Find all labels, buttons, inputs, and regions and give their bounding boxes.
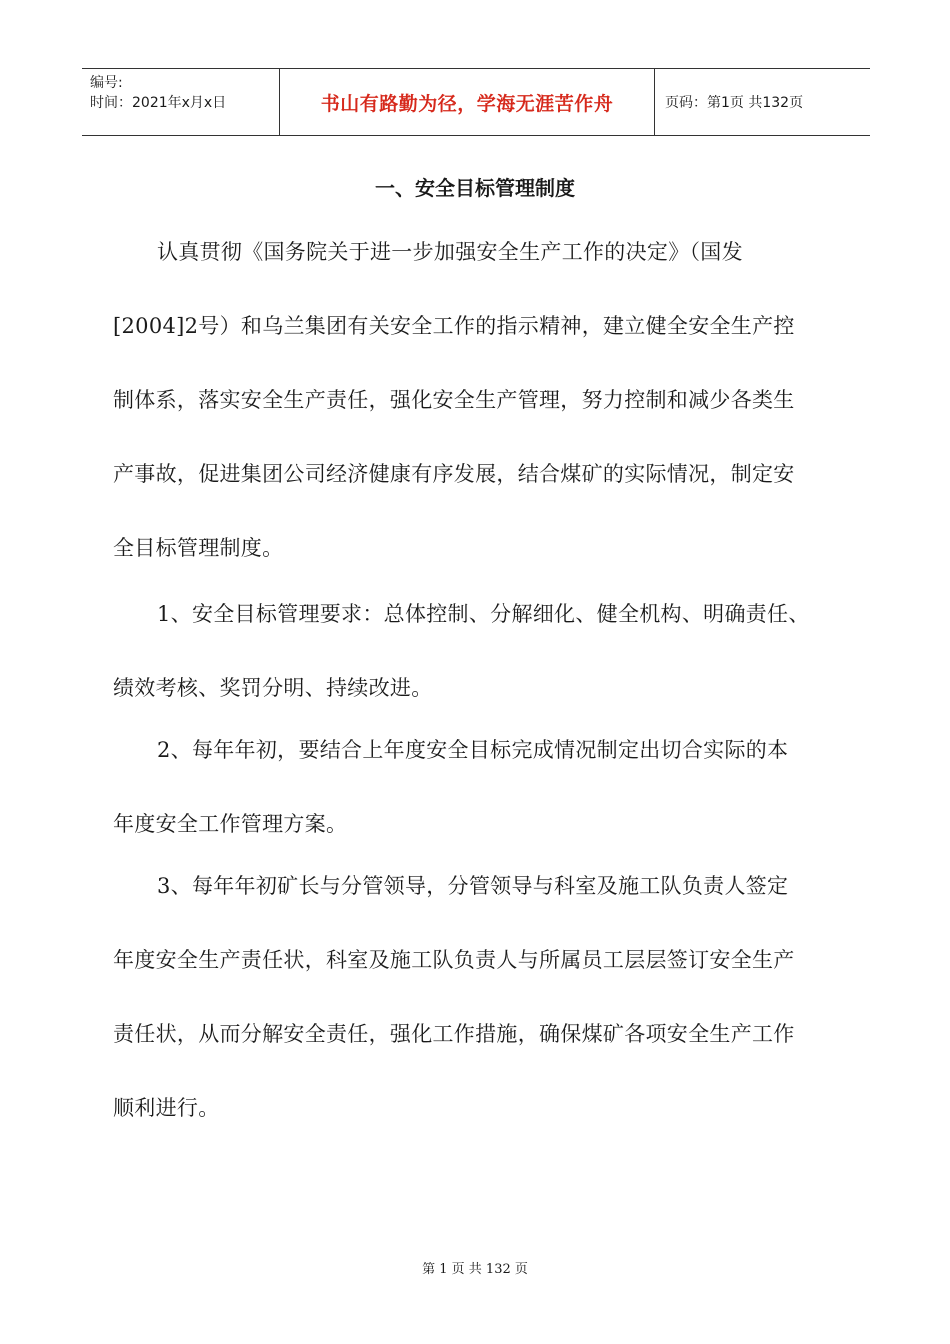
body-line: 认真贯彻《国务院关于进一步加强安全生产工作的决定》（国发: [157, 240, 743, 264]
body-line: 年度安全生产责任状，科室及施工队负责人与所属员工层层签订安全生产: [113, 948, 795, 972]
document-number-label: 编号:: [90, 75, 123, 91]
body-line: 1、安全目标管理要求：总体控制、分解细化、健全机构、明确责任、: [157, 602, 810, 626]
body-line: [2004]2号）和乌兰集团有关安全工作的指示精神，建立健全安全生产控: [113, 314, 795, 338]
document-header: [82, 68, 870, 136]
section-title: 一、安全目标管理制度: [375, 176, 575, 200]
page-footer: 第 1 页 共 132 页: [422, 1262, 528, 1277]
body-line: 2、每年年初，要结合上年度安全目标完成情况制定出切合实际的本: [157, 738, 789, 762]
body-line: 制体系，落实安全生产责任，强化安全生产管理，努力控制和减少各类生: [113, 388, 795, 412]
body-line: 年度安全工作管理方案。: [113, 812, 348, 836]
body-line: 责任状，从而分解安全责任，强化工作措施，确保煤矿各项安全生产工作: [113, 1022, 795, 1046]
document-date-label: 时间：2021年x月x日: [90, 95, 227, 111]
header-page-info: 页码：第1页 共132页: [665, 95, 804, 111]
body-line: 顺利进行。: [113, 1096, 220, 1120]
body-line: 3、每年年初矿长与分管领导，分管领导与科室及施工队负责人签定: [157, 874, 789, 898]
body-line: 产事故，促进集团公司经济健康有序发展，结合煤矿的实际情况，制定安: [113, 462, 795, 486]
body-line: 绩效考核、奖罚分明、持续改进。: [113, 676, 433, 700]
header-meta-cell: [82, 69, 280, 135]
body-line: 全目标管理制度。: [113, 536, 284, 560]
header-motto: 书山有路勤为径，学海无涯苦作舟: [280, 69, 655, 135]
